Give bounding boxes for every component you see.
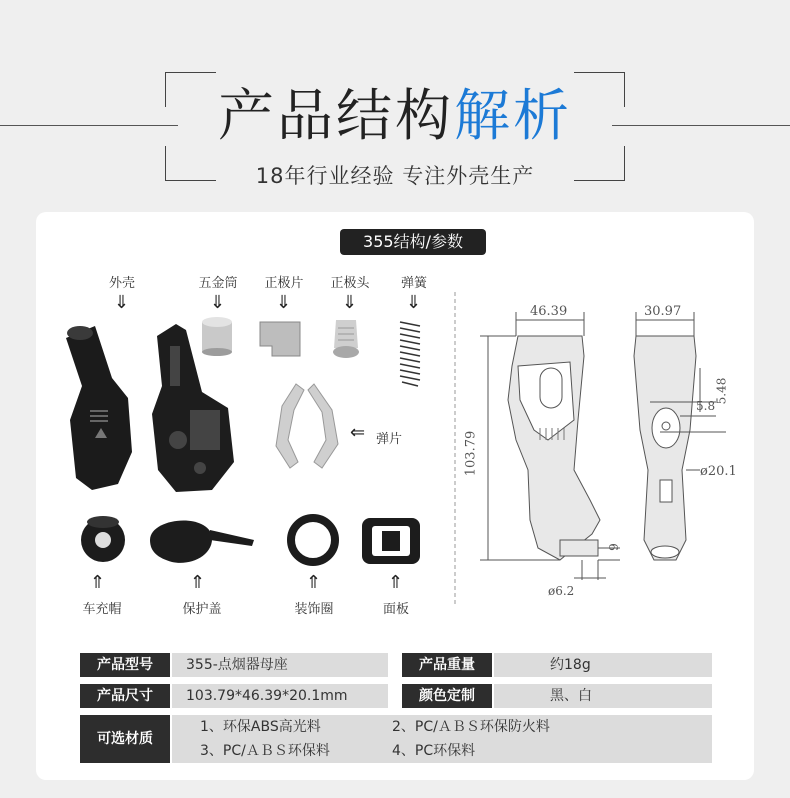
label-shell: 外壳 [108,276,135,291]
ring-image [291,518,335,562]
label-cap: 车充帽 [82,602,122,617]
label-spring: 弹簧 [400,276,427,291]
label-panel: 面板 [382,602,409,617]
label-bushing: 五金筒 [198,276,238,291]
spec-color-label: 颜色定制 [402,684,492,708]
dim-height: 103.79 [463,430,479,477]
label-pos-plate: 正极片 [264,276,304,291]
material-item-4: 4、PC环保料 [392,743,476,759]
spec-row-3 [80,715,712,763]
label-ring: 装饰圈 [294,602,334,617]
spec-model-value: 355-点烟器母座 [172,653,388,677]
clip-right-image [308,384,338,468]
page-subtitle: 18年行业经验 专注外壳生产 [255,164,535,188]
dim-d3: ø20.1 [700,464,737,479]
spec-row-2 [80,684,712,708]
shell-front-image [66,326,132,490]
arrow-up-cover: ⇑ [190,572,206,593]
pos-plate-image [260,322,300,356]
spec-material-values [172,715,712,763]
clip-left-image [276,384,304,468]
dim-depth: 30.97 [644,304,682,319]
dim-d4: ø6.2 [548,584,575,598]
tech-drawing-front [634,312,729,560]
arrow-up-ring: ⇑ [306,572,322,593]
arrow-up-panel: ⇑ [388,572,404,593]
spec-weight-value: 约18g [494,653,712,677]
label-pos-head: 正极头 [330,276,370,291]
panel-image [362,518,420,564]
spec-color-value: 黑、白 [494,684,712,708]
spec-material-label: 可选材质 [80,715,170,763]
arrow-down-spring: ⇓ [406,292,422,313]
dim-width: 46.39 [530,304,568,319]
dim-d5: 9 [606,543,621,551]
arrow-down-shell: ⇓ [114,292,130,313]
title-main: 产品结构 [218,84,454,149]
section-badge: 355结构/参数 [340,229,486,255]
arrow-down-pos-plate: ⇓ [276,292,292,313]
label-cover: 保护盖 [182,602,222,617]
spec-model-label: 产品型号 [80,653,170,677]
label-clip: 弹片 [376,432,403,447]
dim-d2: 5.48 [714,377,729,405]
material-item-2: 2、PC/ＡＢＳ环保防火料 [392,719,550,735]
spring-image [400,322,420,386]
spec-size-value: 103.79*46.39*20.1mm [172,684,388,708]
arrow-left-clip: ⇐ [350,422,366,443]
dim-d1: 5.8 [696,399,716,413]
spec-size-label: 产品尺寸 [80,684,170,708]
spec-weight-label: 产品重量 [402,653,492,677]
spec-row-1 [80,653,712,677]
arrow-down-bushing: ⇓ [210,292,226,313]
material-item-3: 3、PC/ＡＢＳ环保料 [200,743,330,759]
material-item-1: 1、环保ABS高光料 [200,719,321,735]
title-accent: 解析 [454,84,572,149]
arrow-down-pos-head: ⇓ [342,292,358,313]
shell-front-opening [67,326,93,340]
arrow-up-cap: ⇑ [90,572,106,593]
cover-image [150,521,212,563]
tech-drawing-side [480,312,620,580]
